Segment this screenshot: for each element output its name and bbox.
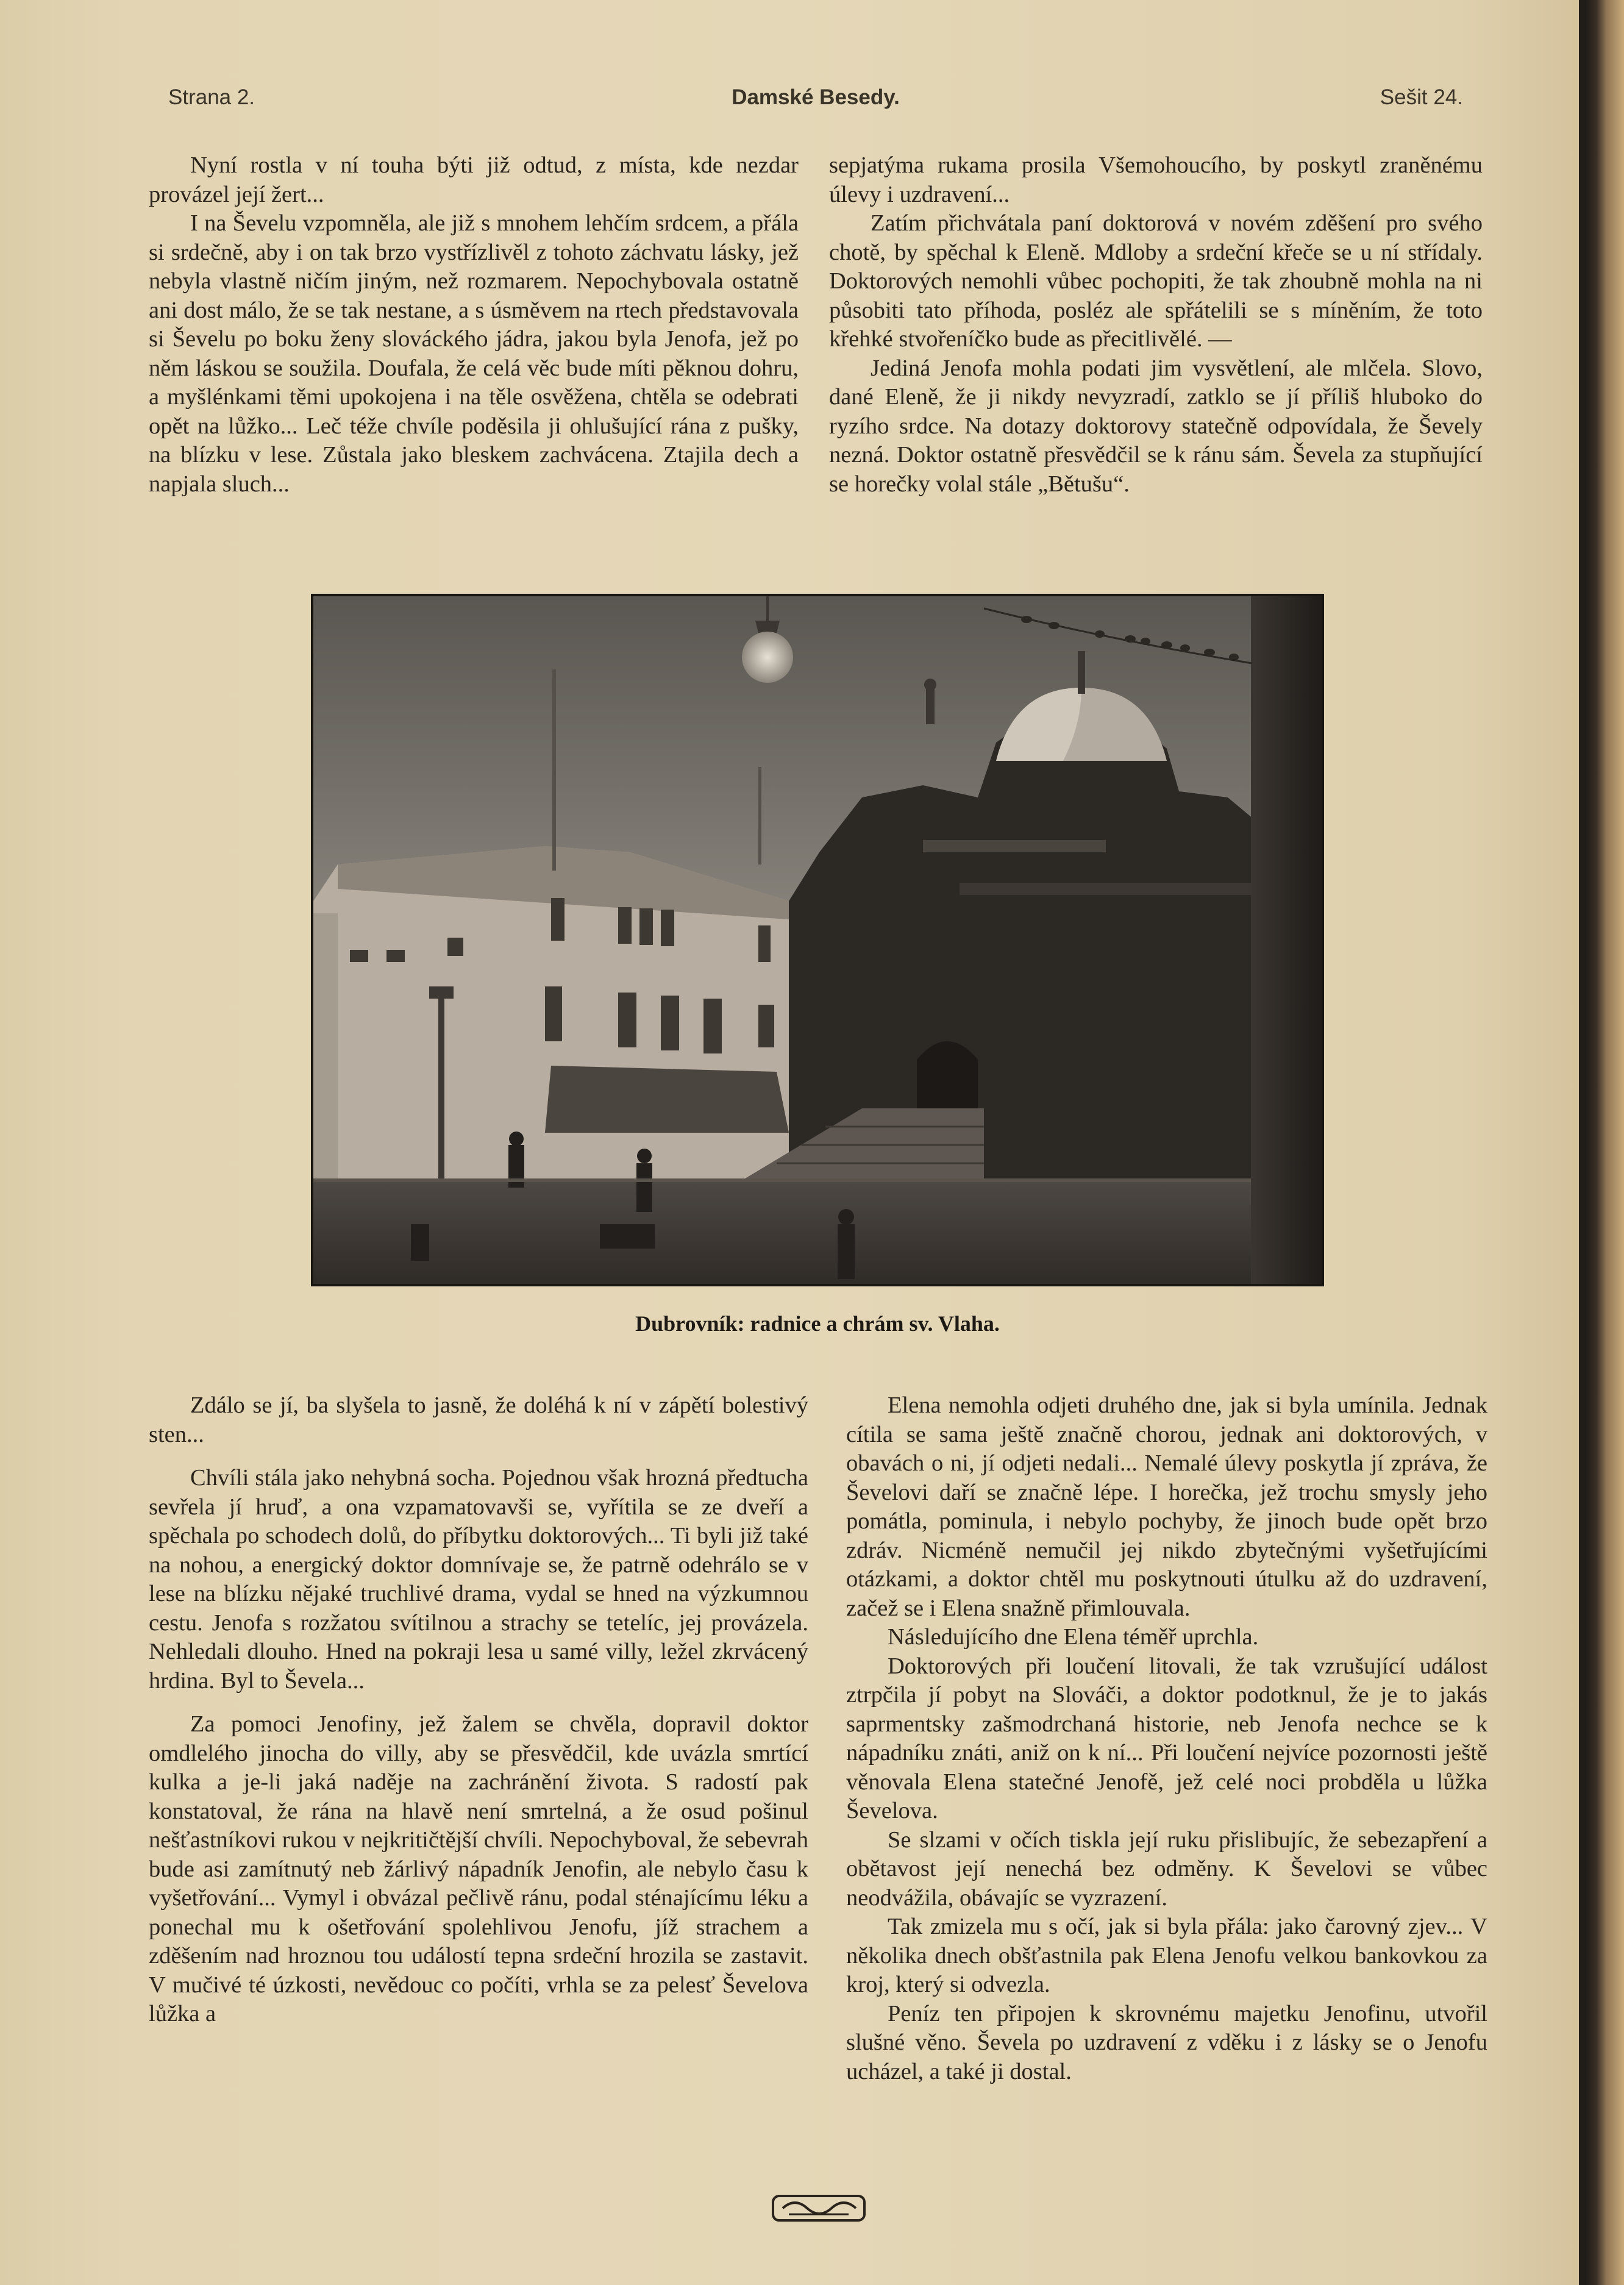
paragraph: Zatím přichvátala paní doktorová v novém zděšení pro svého chotě, by spěchal k Eleně. Mdloby a srdeční křeče se u ní střídaly. Doktorových nemohli vůbec pochopiti, že tak zhoubně mohla na ni působiti tato příhoda, posléz ale spřátelili se s míněním, že toto křehké stvořeníčko bude as přecitlivělé. —	[829, 210, 1483, 352]
paragraph: Doktorových při loučení litovali, že tak vzrušující událost ztrpčila jí pobyt na Slováči, a doktor podotknul, že je to jakás saprmentsky zašmodrchaná historie, neb Jenofa nechce se k nápadníku znáti, aniž on k ní... Při loučení nejvíce pozornosti ještě věnovala Elena statečné Jenofě, jež celé noci probděla u lůžka Ševelova.	[846, 1653, 1487, 1823]
running-head	[168, 85, 1463, 122]
paragraph: Se slzami v očích tiskla její ruku přislibujíc, že sebezapření a obětavost její nenechá bez odměny. K Ševelovi se vůbec neodvážila, obávajíc se vyzrazení.	[846, 1827, 1487, 1911]
binding-edge	[1579, 0, 1585, 2285]
caption-place: Dubrovník:	[635, 1311, 745, 1336]
caption-text: radnice a chrám sv. Vlaha.	[750, 1311, 1000, 1336]
paragraph: Za pomoci Jenofiny, jež žalem se chvěla, dopravil doktor omdlelého jinocha do villy, aby se přesvědčil, kde uvázla smrtící kulka a je-li jaká naděje na zachránění života. S radostí pak konstatoval, že rána na hlavě není smrtelná, a že osud pošinul nešťastníkovi rukou v nejkritičtější chvíli. Nepochyboval, že sebevrah bude asi zamítnutý neb žárlivý nápadník Jenofin, ale nebylo času k vyšetřování... Vymyl i obvázal pečlivě ránu, podal sténajícímu léku a ponechal mu k ošetřování spolehlivou Jenofu, jíž strachem a zděšením nad hroznou tou událostí tepna srdeční hrozila se zastavit. V mučivé té úzkosti, nevědouc co počíti, vrhla se za pelesť Ševelova lůžka a	[149, 1711, 808, 2027]
paragraph: Peníz ten připojen k skrovnému majetku Jenofinu, utvořil slušné věno. Ševela po uzdravení z vděku i z lásky se o Jenofu ucházel, a také ji dostal.	[846, 2000, 1487, 2084]
ornament-icon	[771, 2192, 867, 2224]
photo-illustration	[313, 596, 1322, 1284]
issue-number: Sešit 24.	[1380, 85, 1463, 109]
paragraph: Zdálo se jí, ba slyšela to jasně, že doléhá k ní v zápětí bolestivý sten...	[149, 1392, 808, 1447]
text-column-bottom-left	[149, 1391, 808, 2029]
paragraph: Jediná Jenofa mohla podati jim vysvětlení, ale mlčela. Slovo, dané Eleně, že ji nikdy nevyzradí, zatklo se jí příliš hluboko do ryzího srdce. Na dotazy doktorovy statečně odpovídala, že Ševely nezná. Doktor ostatně přesvědčil se k ránu sám. Ševela za stupňující se horečky volal stále „Bětušu“.	[829, 355, 1483, 497]
page-number: Strana 2.	[168, 85, 255, 109]
paragraph: I na Ševelu vzpomněla, ale již s mnohem lehčím srdcem, a přála si srdečně, aby i on tak brzo vystřízlivěl z tohoto záchvatu lásky, jež nebyla vlastně ničím jiným, než rozmarem. Nepochybovala ostatně ani dost málo, že se tak nestane, a s úsměvem na rtech představovala si Ševelu po boku ženy slováckého jádra, jakou byla Jenofa, jež po něm láskou se soužila. Doufala, že celá věc bude míti pěknou dohru, a myšlénkami těmi upokojena i na těle osvěžena, chtěla se odebrati opět na lůžko... Leč téže chvíle poděsila ji ohlušující rána z pušky, na blízku v lese. Zůstala jako bleskem zachvácena. Ztajila dech a napjala sluch...	[149, 210, 799, 497]
paragraph: Chvíli stála jako nehybná socha. Pojednou však hrozná předtucha sevřela jí hruď, a ona vzpamatovavši se, vyřítila se ze dveří a spěchala po schodech dolů, do příbytku doktorových... Ti byli již také na nohou, a energický doktor domnívaje se, že patrně odehrálo se v lese na blízku nějaké truchlivé drama, vydal se hned na výzkumnou cestu. Jenofa s rozžatou svítilnou a strachy se tetelíc, jej provázela. Nehledali dlouho. Hned na pokraji lesa u samé villy, ležel zkrvácený hrdina. Byl to Ševela...	[149, 1465, 808, 1694]
paragraph: Nyní rostla v ní touha býti již odtud, z místa, kde nezdar provázel její žert...	[149, 152, 799, 207]
paragraph: Elena nemohla odjeti druhého dne, jak si byla umínila. Jednak cítila se sama ještě značně chorou, jednak ani doktorových, v obavách o ni, jí odjeti nedali... Nemalé úlevy poskytla jí zpráva, že Ševelovi daří se značně lépe. I horečka, jež trochu smysly jeho pomátla, pominula, i nebylo pochyby, že jinoch bude opět brzo zdráv. Nicméně nemučil jej nikdo zbytečnými vyšetřujícími otázkami, a doktor chtěl mu poskytnouti útulku až do uzdravení, začež se i Elena snažně přimlouvala.	[846, 1392, 1487, 1621]
text-column-bottom-right	[846, 1391, 1487, 2086]
photo-dubrovnik	[311, 594, 1324, 1286]
paragraph: Následujícího dne Elena téměř uprchla.	[888, 1624, 1259, 1650]
photo-caption	[311, 1311, 1324, 1336]
text-column-top-left	[149, 151, 799, 499]
paragraph: Tak zmizela mu s očí, jak si byla přála: jako čarovný zjev... V několika dnech obšťastnila pak Elena Jenofu velkou bankovkou za kroj, který si odvezla.	[846, 1914, 1487, 1997]
binding-shadow	[1585, 0, 1624, 2285]
ornament-graphic	[771, 2192, 867, 2224]
text-column-top-right	[829, 151, 1483, 499]
magazine-title: Damské Besedy.	[732, 85, 900, 109]
paragraph: sepjatýma rukama prosila Všemohoucího, by poskytl zraněnému úlevy i uzdravení...	[829, 152, 1483, 207]
